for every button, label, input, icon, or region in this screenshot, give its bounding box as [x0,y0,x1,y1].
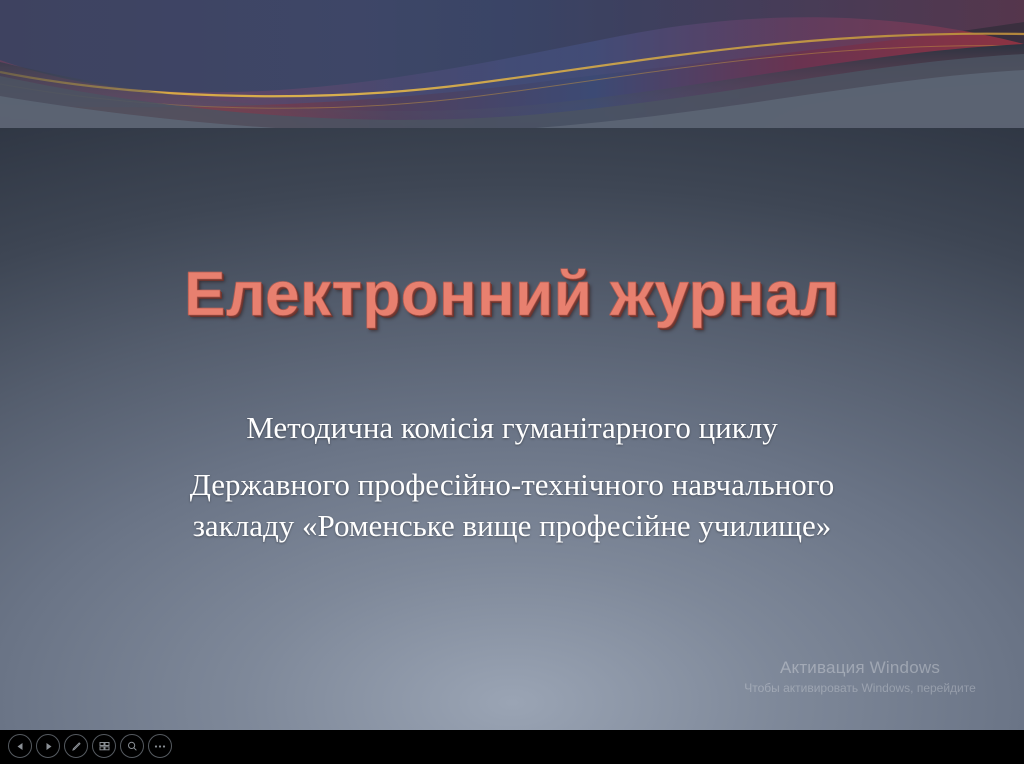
zoom-button[interactable] [120,734,144,758]
slides-button[interactable] [92,734,116,758]
page-title: Електронний журнал [184,260,840,329]
pen-icon [71,741,82,752]
subtitle-line-3: закладу «Роменське вище професійне училище» [192,508,832,544]
slideshow-toolbar [0,730,1024,764]
pen-button[interactable] [64,734,88,758]
ellipsis-icon [154,744,166,749]
next-slide-button[interactable] [36,734,60,758]
subtitle-line-1: Методична комісія гуманітарного циклу [246,410,778,445]
title-container [0,262,1024,327]
subtitle-block [62,408,962,546]
subtitle-line-2: Державного професійно-технічного навчального [189,466,835,502]
slides-grid-icon [99,741,110,751]
decorative-wave-band [0,0,1024,128]
triangle-left-icon [16,742,25,751]
triangle-right-icon [44,742,53,751]
previous-slide-button[interactable] [8,734,32,758]
windows-activation-watermark [710,658,1010,696]
activation-title: Активация Windows [779,658,941,677]
activation-subtitle: Чтобы активировать Windows, перейдите [744,681,976,695]
more-options-button[interactable] [148,734,172,758]
magnifier-icon [127,741,138,752]
